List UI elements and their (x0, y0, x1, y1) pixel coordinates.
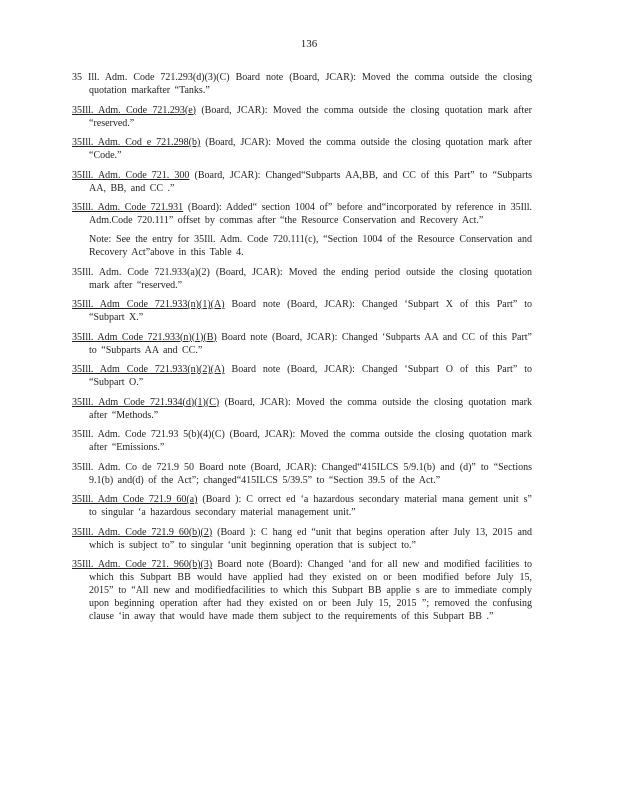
table-note: Note: See the entry for 35Ill. Adm. Code 720.111(c), “Section 1004 of the Resource Conservation and Recovery Act”above in this Table 4. (89, 233, 532, 258)
description: Board note (Board, JCAR): Changed ‘Subpart O of this Part” to “Subpart O.” (89, 364, 533, 388)
errata-entry (72, 201, 532, 227)
citation: 35 Ill. Adm. Code 721.293(d)(3)(C) (72, 72, 230, 83)
description: (Board, JCAR): Moved the comma outside the closing quotation mark after “reserved.” (89, 104, 533, 129)
description: Board note (Board, JCAR): Changed ‘Subparts AA and CC of this Part” to “Subparts AA and CC.” (89, 331, 532, 356)
errata-entry (72, 169, 532, 195)
errata-entry (72, 526, 532, 552)
errata-entry (72, 428, 532, 454)
errata-entry (72, 136, 532, 162)
description: (Board ): C hang ed “unit that begins operation after July 13, 2015 and which is subject to” to singular ‘unit beginning operation that is subject to.” (89, 526, 532, 551)
description: Board note (Board): Changed ‘and for all new and modified facilities to which this Subpart BB would have applied had they existed on or been modified before July 15, 2015” to “All new and modifiedfacilities to which this Subpart BB applie s are to immediate comply upon beginning operation after had they existed on or been July 15, 2015 ”; removed the confusing clause ‘in away that would have made them subject to the requirements of this Subpart BB .” (89, 559, 532, 622)
citation: 35Ill. Adm. Code 721. 960(b)(3) (72, 559, 213, 570)
errata-entry (72, 493, 532, 519)
citation: 35Ill. Adm. Code 721.293(e) (72, 104, 197, 116)
errata-list (72, 71, 532, 630)
errata-entry (72, 71, 532, 97)
citation: 35Ill. Adm. Cod e 721.298(b) (72, 137, 201, 148)
citation: 35Ill. Adm. Co de 721.9 50 (72, 461, 195, 473)
description: Board note (Board, JCAR): Changed ‘Subpart X of this Part” to “Subpart X.” (89, 299, 533, 323)
citation: 35Ill. Adm. Code 721.931 (72, 202, 184, 213)
citation: 35Ill. Adm Code 721.933(n)(2)(A) (72, 364, 225, 375)
description: (Board, JCAR): Moved the comma outside the closing quotation mark after “Emissions.” (89, 429, 533, 453)
description: (Board, JCAR): Moved the comma outside the closing quotation mark after “Code.” (89, 137, 532, 161)
errata-entry (72, 104, 532, 130)
description: (Board ): C orrect ed ‘a hazardous secondary material mana gement unit s” to singular ‘a hazardous secondary material management unit.” (89, 494, 532, 518)
description: (Board): Added“ section 1004 of” before and“incorporated by reference in 35Ill. Adm.Code 720.111” offset by commas after “the Resource Conservation and Recovery Act.” (89, 202, 532, 226)
citation: 35Ill. Adm Code 721.934(d)(1)(C) (72, 396, 220, 408)
errata-entry (72, 331, 532, 357)
description: Board note (Board, JCAR): Changed“415ILCS 5/9.1(b) and (d)” to “Sections 9.1(b) and(d) of the Act”; changed“415ILCS 5/39.5” to “Section 39.5 of the Act.” (89, 461, 532, 486)
citation: 35Ill. Adm Code 721.933(n)(1)(B) (72, 331, 217, 343)
errata-entry (72, 363, 532, 389)
page-number: 136 (300, 38, 318, 50)
description: (Board, JCAR): Moved the comma outside the closing quotation mark after “Methods.” (89, 396, 533, 421)
errata-entry (72, 558, 532, 623)
citation: 35Ill. Adm. Code 721.933(a)(2) (72, 266, 210, 278)
errata-entry (72, 298, 532, 324)
citation: 35Ill. Adm. Code 721.93 5(b)(4)(C) (72, 429, 225, 440)
description: Board note (Board, JCAR): Moved the comma outside the closing quotation markafter “Tanks.” (89, 72, 532, 96)
errata-entry (72, 461, 532, 487)
description: (Board, JCAR): Moved the ending period outside the closing quotation mark after “reserved.” (89, 266, 533, 291)
citation: 35Ill. Adm. Code 721. 300 (72, 169, 190, 181)
errata-entry (72, 266, 532, 292)
citation: 35Ill. Adm Code 721.9 60(a) (72, 494, 198, 505)
errata-entry (72, 396, 532, 422)
description: (Board, JCAR): Changed“Subparts AA,BB, and CC of this Part” to “Subparts AA, BB, and CC .” (89, 169, 532, 194)
citation: 35Ill. Adm Code 721.933(n)(1)(A) (72, 299, 225, 310)
citation: 35Ill. Adm. Code 721.9 60(b)(2) (72, 526, 213, 538)
